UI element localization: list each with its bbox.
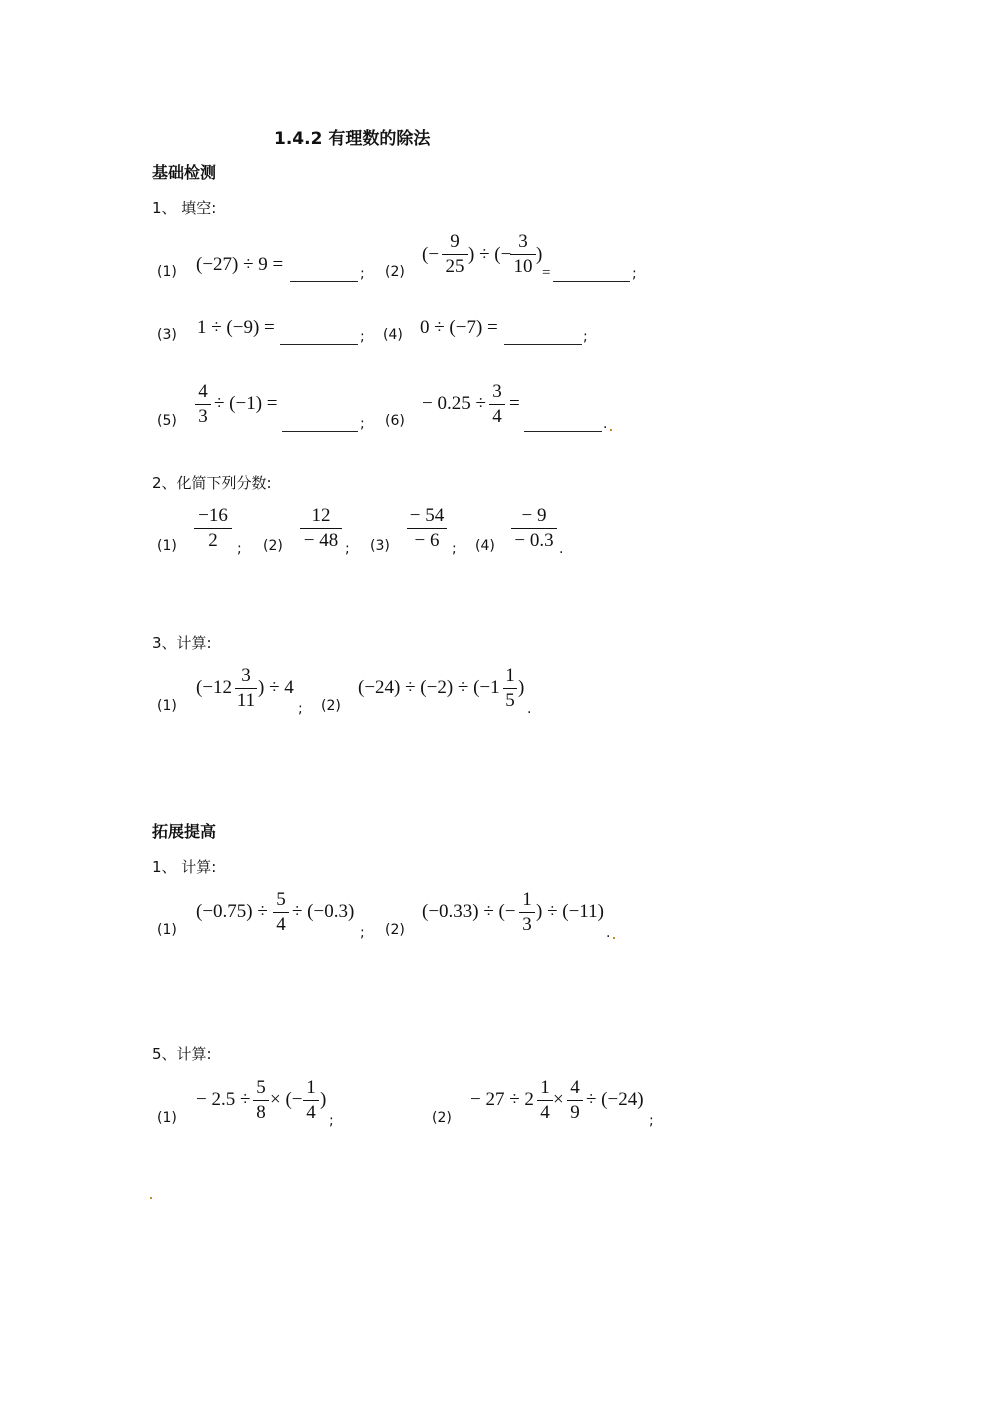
stray-mark (610, 429, 612, 431)
equals-sign: = (542, 265, 551, 281)
equals-sign: = (509, 393, 520, 414)
separator: ; (329, 1113, 334, 1129)
numerator: − 9 (521, 505, 547, 526)
math-expression-post: ) (518, 677, 525, 698)
item-label: (6) (385, 413, 405, 429)
numerator: 3 (492, 381, 502, 402)
separator: ; (583, 329, 588, 345)
question-3-title: 3、计算: (152, 634, 212, 652)
item-label: (1) (157, 1110, 177, 1126)
answer-blank[interactable] (280, 344, 358, 345)
numerator: −16 (198, 505, 228, 526)
fraction (195, 381, 211, 428)
fraction (235, 665, 257, 712)
numerator: 1 (540, 1077, 550, 1098)
separator: . (603, 416, 608, 432)
denominator: 4 (276, 914, 286, 935)
separator: ; (360, 416, 365, 432)
item-label: (2) (385, 922, 405, 938)
fraction (303, 1077, 319, 1124)
denominator: 8 (256, 1102, 266, 1123)
item-label: (3) (370, 538, 390, 554)
separator: ; (345, 541, 350, 557)
item-label: (3) (157, 327, 177, 343)
fraction (489, 381, 505, 428)
numerator: − 54 (409, 505, 445, 526)
denominator: 11 (236, 690, 256, 711)
math-expression: ÷ (−1) = (214, 393, 278, 414)
math-expression: 1 ÷ (−9) = (197, 317, 275, 338)
separator: ; (298, 701, 303, 717)
fraction (511, 505, 557, 552)
item-label: (5) (157, 413, 177, 429)
math-expression-post: ÷ (−0.3) (292, 901, 355, 922)
math-expression-pre: (− (422, 244, 440, 265)
denominator: 10 (513, 256, 533, 277)
separator: ; (360, 925, 365, 941)
fraction (442, 231, 468, 278)
fraction (407, 505, 447, 552)
separator: ; (237, 541, 242, 557)
math-expression-post: ) (536, 244, 543, 265)
math-expression-pre: − 0.25 ÷ (422, 393, 486, 414)
item-label: (2) (385, 264, 405, 280)
denominator: 3 (522, 914, 532, 935)
math-expression-mid: ) ÷ (− (468, 244, 512, 265)
item-label: (2) (432, 1110, 452, 1126)
math-expression-post: ÷ (−24) (586, 1089, 644, 1110)
math-expression-post: ) ÷ 4 (258, 677, 294, 698)
separator: . (606, 925, 611, 941)
answer-blank[interactable] (504, 344, 582, 345)
numerator: 4 (198, 381, 208, 402)
separator: ; (360, 329, 365, 345)
denominator: 5 (505, 690, 515, 711)
fraction (537, 1077, 553, 1124)
numerator: 12 (311, 505, 331, 526)
numerator: 3 (241, 665, 251, 686)
separator: ; (360, 266, 365, 282)
numerator: 5 (256, 1077, 266, 1098)
math-expression-pre: (−0.33) ÷ (− (422, 901, 516, 922)
item-label: (1) (157, 698, 177, 714)
item-label: (4) (475, 538, 495, 554)
section-heading-basic: 基础检测 (152, 163, 217, 182)
numerator: 5 (276, 889, 286, 910)
item-label: (1) (157, 922, 177, 938)
fraction (273, 889, 289, 936)
denominator: 25 (445, 256, 465, 277)
denominator: 4 (540, 1102, 550, 1123)
denominator: 4 (492, 406, 502, 427)
numerator: 4 (570, 1077, 580, 1098)
answer-blank[interactable] (553, 281, 630, 282)
item-label: (2) (263, 538, 283, 554)
fraction (194, 505, 232, 552)
separator: ; (452, 541, 457, 557)
numerator: 9 (450, 231, 460, 252)
question-5-title: 5、计算: (152, 1045, 212, 1063)
math-expression-pre: (−12 (196, 677, 233, 698)
fraction (519, 889, 535, 936)
numerator: 1 (505, 665, 515, 686)
denominator: − 6 (414, 530, 440, 551)
math-expression-post: ) (320, 1089, 327, 1110)
stray-mark (613, 937, 615, 939)
numerator: 1 (306, 1077, 316, 1098)
math-expression-pre: − 2.5 ÷ (196, 1089, 251, 1110)
question-1-title: 1、 计算: (152, 858, 217, 876)
section-heading-extension: 拓展提高 (152, 822, 217, 841)
math-expression: 0 ÷ (−7) = (420, 317, 498, 338)
item-label: (1) (157, 538, 177, 554)
stray-mark (150, 1197, 152, 1199)
fraction (253, 1077, 269, 1124)
math-expression-pre: (−24) ÷ (−2) ÷ (−1 (358, 677, 500, 698)
math-expression: (−27) ÷ 9 = (196, 254, 284, 275)
denominator: 9 (570, 1102, 580, 1123)
separator: . (559, 541, 564, 557)
denominator: − 48 (303, 530, 339, 551)
page-title: 1.4.2 有理数的除法 (274, 129, 431, 149)
question-1-title: 1、 填空: (152, 199, 217, 217)
item-label: (2) (321, 698, 341, 714)
math-expression-post: ) ÷ (−11) (536, 901, 604, 922)
answer-blank[interactable] (282, 431, 358, 432)
separator: ; (649, 1113, 654, 1129)
denominator: 3 (198, 406, 208, 427)
separator: ; (632, 266, 637, 282)
answer-blank[interactable] (290, 281, 358, 282)
fraction (300, 505, 342, 552)
math-expression-mid: × (− (270, 1089, 303, 1110)
math-expression-mid: × (553, 1089, 564, 1110)
fraction (567, 1077, 583, 1124)
answer-blank[interactable] (524, 431, 602, 432)
numerator: 1 (522, 889, 532, 910)
math-expression-pre: − 27 ÷ 2 (470, 1089, 534, 1110)
item-label: (1) (157, 264, 177, 280)
numerator: 3 (518, 231, 528, 252)
fraction (510, 231, 536, 278)
separator: . (527, 701, 532, 717)
fraction (503, 665, 517, 712)
denominator: 4 (306, 1102, 316, 1123)
denominator: 2 (208, 530, 218, 551)
question-2-title: 2、化简下列分数: (152, 474, 272, 492)
item-label: (4) (383, 327, 403, 343)
math-expression-pre: (−0.75) ÷ (196, 901, 268, 922)
denominator: − 0.3 (514, 530, 554, 551)
